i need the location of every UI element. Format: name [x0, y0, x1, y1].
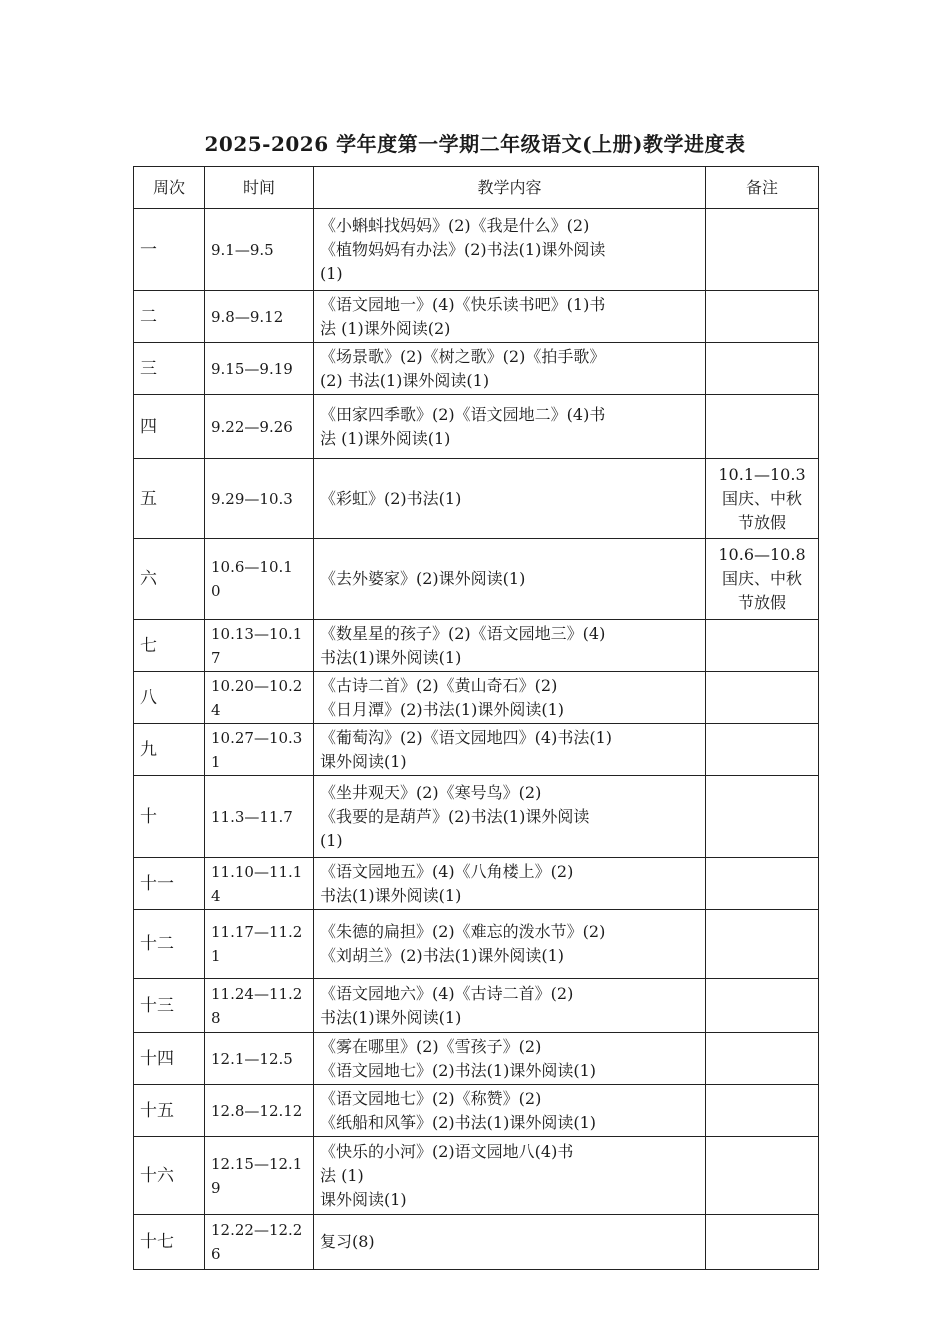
note-cell	[706, 979, 819, 1033]
note-cell	[706, 395, 819, 459]
table-row	[134, 539, 819, 620]
note-line: 国庆、中秋	[721, 569, 802, 588]
week-cell: 十二	[134, 910, 205, 979]
table-row	[134, 979, 819, 1033]
header-content: 教学内容	[314, 167, 706, 209]
week-cell: 十五	[134, 1085, 205, 1137]
table-row	[134, 776, 819, 858]
content-line: (2) 书法(1)课外阅读(1)	[320, 370, 490, 390]
header-time: 时间	[205, 167, 314, 209]
content-line: 《刘胡兰》(2)书法(1)课外阅读(1)	[320, 946, 564, 965]
note-cell	[706, 291, 819, 343]
week-cell: 六	[134, 539, 205, 620]
note-cell	[706, 910, 819, 979]
time-cell: 11.24—11.28	[205, 979, 314, 1033]
content-cell	[314, 291, 706, 343]
table-row	[134, 291, 819, 343]
table-row	[134, 1137, 819, 1215]
content-line: 《田家四季歌》(2)《语文园地二》(4)书	[320, 404, 606, 424]
table-row	[134, 459, 819, 539]
table-row	[134, 858, 819, 910]
content-line: 法 (1)	[320, 1165, 364, 1185]
time-cell: 9.1—9.5	[205, 209, 314, 291]
content-cell	[314, 1137, 706, 1215]
header-row	[134, 167, 819, 209]
content-line: 《场景歌》(2)《树之歌》(2)《拍手歌》	[320, 346, 606, 366]
content-line: 《植物妈妈有办法》(2)书法(1)课外阅读	[320, 239, 606, 259]
table-row	[134, 343, 819, 395]
content-cell	[314, 620, 706, 672]
week-cell: 二	[134, 291, 205, 343]
content-line: 法 (1)课外阅读(1)	[320, 428, 451, 448]
note-cell	[706, 539, 819, 620]
table-row	[134, 395, 819, 459]
note-cell	[706, 459, 819, 539]
content-cell	[314, 776, 706, 858]
note-cell	[706, 724, 819, 776]
content-line: 《去外婆家》(2)课外阅读(1)	[320, 569, 526, 588]
week-cell: 十	[134, 776, 205, 858]
note-line: 节放假	[737, 512, 786, 532]
time-cell: 9.22—9.26	[205, 395, 314, 459]
teaching-schedule-table	[133, 166, 819, 1270]
content-line: 《坐井观天》(2)《寒号鸟》(2)	[320, 782, 542, 802]
table-row	[134, 724, 819, 776]
time-cell: 12.22—12.26	[205, 1215, 314, 1270]
content-cell	[314, 979, 706, 1033]
content-line: 《纸船和风筝》(2)书法(1)课外阅读(1)	[320, 1112, 596, 1132]
content-line: 《数星星的孩子》(2)《语文园地三》(4)	[320, 623, 606, 643]
time-cell: 10.13—10.17	[205, 620, 314, 672]
table-row	[134, 209, 819, 291]
content-line: 《古诗二首》(2)《黄山奇石》(2)	[320, 675, 558, 695]
week-cell: 九	[134, 724, 205, 776]
note-cell	[706, 1033, 819, 1085]
content-line: 复习(8)	[320, 1232, 375, 1251]
content-line: 《雾在哪里》(2)《雪孩子》(2)	[320, 1036, 542, 1056]
time-cell: 9.8—9.12	[205, 291, 314, 343]
week-cell: 十一	[134, 858, 205, 910]
time-cell: 11.10—11.14	[205, 858, 314, 910]
week-cell: 十四	[134, 1033, 205, 1085]
content-line: 书法(1)课外阅读(1)	[320, 885, 462, 905]
note-line: 节放假	[737, 593, 786, 612]
note-cell	[706, 1085, 819, 1137]
content-line: 课外阅读(1)	[320, 1189, 407, 1209]
table-row	[134, 620, 819, 672]
note-cell	[706, 858, 819, 910]
note-cell	[706, 1215, 819, 1270]
content-cell	[314, 539, 706, 620]
page-title: 2025-2026 学年度第一学期二年级语文(上册)教学进度表	[204, 132, 746, 156]
content-cell	[314, 910, 706, 979]
content-line: 《语文园地一》(4)《快乐读书吧》(1)书	[320, 294, 606, 314]
table-row	[134, 1085, 819, 1137]
content-cell	[314, 858, 706, 910]
content-cell	[314, 209, 706, 291]
content-line: 《语文园地六》(4)《古诗二首》(2)	[320, 983, 574, 1003]
content-line: 法 (1)课外阅读(2)	[320, 318, 451, 338]
note-cell	[706, 209, 819, 291]
week-cell: 四	[134, 395, 205, 459]
content-line: 书法(1)课外阅读(1)	[320, 1007, 462, 1027]
week-cell: 三	[134, 343, 205, 395]
table-row	[134, 1033, 819, 1085]
week-cell: 十三	[134, 979, 205, 1033]
note-cell	[706, 776, 819, 858]
content-line: (1)	[320, 830, 343, 850]
note-line: 10.1—10.3	[718, 464, 806, 484]
content-cell	[314, 672, 706, 724]
time-cell: 9.29—10.3	[205, 459, 314, 539]
time-cell: 12.8—12.12	[205, 1085, 314, 1137]
time-cell: 10.6—10.1 0	[205, 539, 314, 620]
time-cell: 10.20—10.24	[205, 672, 314, 724]
note-line: 国庆、中秋	[721, 488, 802, 508]
header-note: 备注	[706, 167, 819, 209]
week-cell: 五	[134, 459, 205, 539]
content-cell	[314, 459, 706, 539]
content-line: 《语文园地七》(2)《称赞》(2)	[320, 1088, 542, 1108]
content-line: 《语文园地七》(2)书法(1)课外阅读(1)	[320, 1060, 596, 1080]
time-cell: 12.15—12.19	[205, 1137, 314, 1215]
week-cell: 八	[134, 672, 205, 724]
table-row	[134, 910, 819, 979]
content-line: (1)	[320, 263, 343, 283]
note-line: 10.6—10.8	[718, 545, 806, 564]
content-cell	[314, 1085, 706, 1137]
content-line: 《彩虹》(2)书法(1)	[320, 488, 462, 508]
time-cell: 9.15—9.19	[205, 343, 314, 395]
time-cell: 12.1—12.5	[205, 1033, 314, 1085]
content-line: 《小蝌蚪找妈妈》(2)《我是什么》(2)	[320, 215, 590, 235]
content-cell	[314, 724, 706, 776]
content-line: 《快乐的小河》(2)语文园地八(4)书	[320, 1141, 574, 1161]
content-line: 《我要的是葫芦》(2)书法(1)课外阅读	[320, 806, 590, 826]
table-row	[134, 1215, 819, 1270]
content-cell	[314, 343, 706, 395]
content-line: 课外阅读(1)	[320, 751, 407, 771]
week-cell: 一	[134, 209, 205, 291]
header-week: 周次	[134, 167, 205, 209]
note-cell	[706, 620, 819, 672]
content-line: 《语文园地五》(4)《八角楼上》(2)	[320, 861, 574, 881]
time-cell: 11.3—11.7	[205, 776, 314, 858]
week-cell: 十六	[134, 1137, 205, 1215]
time-cell: 11.17—11.21	[205, 910, 314, 979]
content-line: 《日月潭》(2)书法(1)课外阅读(1)	[320, 699, 564, 719]
note-cell	[706, 1137, 819, 1215]
week-cell: 十七	[134, 1215, 205, 1270]
week-cell: 七	[134, 620, 205, 672]
content-cell	[314, 1033, 706, 1085]
note-cell	[706, 343, 819, 395]
content-line: 《葡萄沟》(2)《语文园地四》(4)书法(1)	[320, 727, 612, 747]
content-cell	[314, 1215, 706, 1270]
content-line: 书法(1)课外阅读(1)	[320, 647, 462, 667]
time-cell: 10.27—10.31	[205, 724, 314, 776]
content-cell	[314, 395, 706, 459]
content-line: 《朱德的扁担》(2)《难忘的泼水节》(2)	[320, 922, 606, 941]
note-cell	[706, 672, 819, 724]
table-row	[134, 672, 819, 724]
